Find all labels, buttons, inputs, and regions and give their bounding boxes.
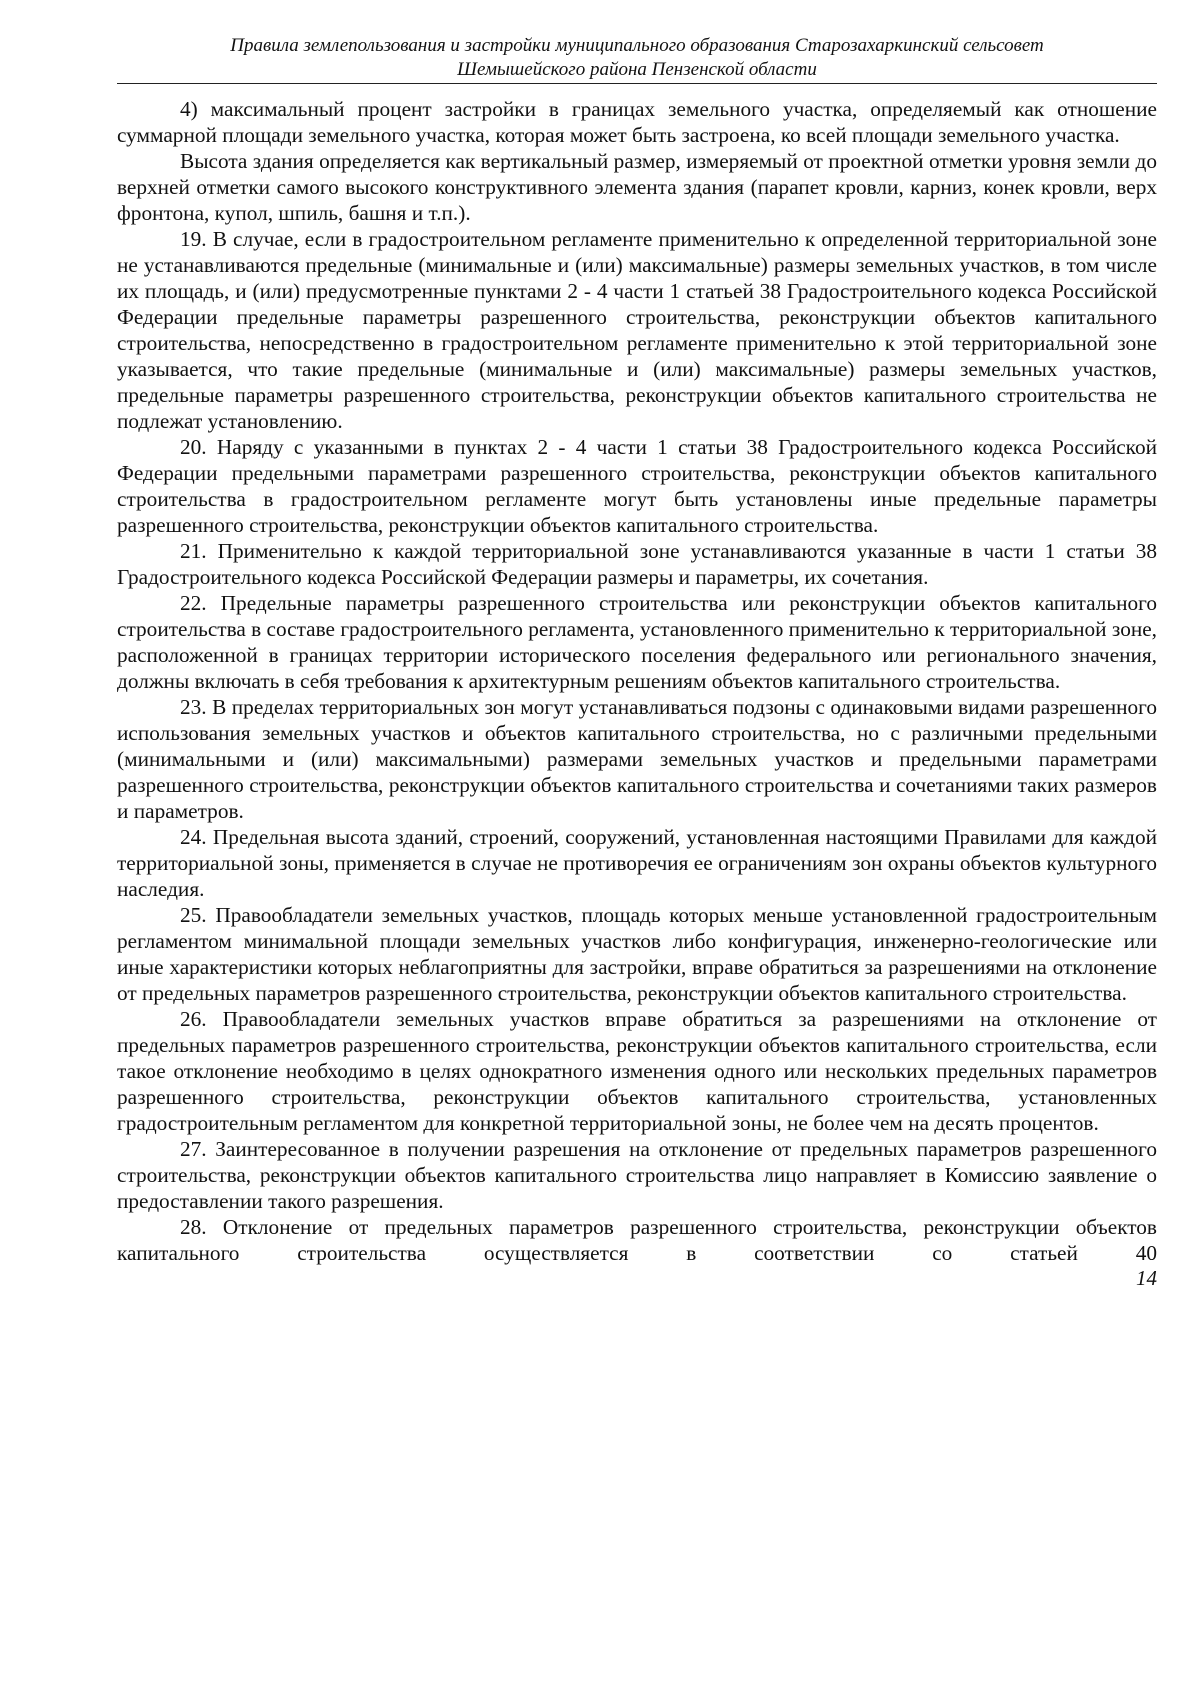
header-title-line-2: Шемышейского района Пензенской области bbox=[457, 59, 817, 80]
paragraph-23: 23. В пределах территориальных зон могут устанавливаться подзоны с одинаковыми видами разрешенного использования земельных участков и объектов капитального строительства, но с различными предельными (минимальными и (или) максимальными) размерами земельных участков и предельными параметрами разрешенного строительства, реконструкции объектов капитального строительства и сочетаниями таких размеров и параметров. bbox=[117, 695, 1157, 823]
paragraph-21: 21. Применительно к каждой территориальной зоне устанавливаются указанные в части 1 статьи 38 Градостроительного кодекса Российской Федерации размеры и параметры, их сочетания. bbox=[117, 539, 1157, 589]
page-number: 14 bbox=[1136, 1266, 1157, 1290]
running-header bbox=[117, 34, 1157, 84]
paragraph-28: 28. Отклонение от предельных параметров разрешенного строительства, реконструкции объектов капитального строительства осуществляется в соответствии со статьей 40 bbox=[117, 1215, 1157, 1265]
paragraph-25: 25. Правообладатели земельных участков, площадь которых меньше установленной градостроительным регламентом минимальной площади земельных участков либо конфигурация, инженерно-геологические или иные характеристики которых неблагоприятны для застройки, вправе обратиться за разрешениями на отклонение от предельных параметров разрешенного строительства, реконструкции объектов капитального строительства. bbox=[117, 903, 1157, 1005]
paragraph-22: 22. Предельные параметры разрешенного строительства или реконструкции объектов капитального строительства в составе градостроительного регламента, установленного применительно к территориальной зоне, расположенной в границах территории исторического поселения федерального или регионального значения, должны включать в себя требования к архитектурным решениям объектов капитального строительства. bbox=[117, 591, 1158, 693]
paragraph-20: 20. Наряду с указанными в пунктах 2 - 4 части 1 статьи 38 Градостроительного кодекса Российской Федерации предельными параметрами разрешенного строительства, реконструкции объектов капитального строительства в градостроительном регламенте могут быть установлены иные предельные параметры разрешенного строительства, реконструкции объектов капитального строительства. bbox=[117, 435, 1157, 537]
paragraph-27: 27. Заинтересованное в получении разрешения на отклонение от предельных параметров разрешенного строительства, реконструкции объектов капитального строительства лицо направляет в Комиссию заявление о предоставлении такого разрешения. bbox=[117, 1137, 1157, 1213]
document-body bbox=[117, 96, 1157, 1266]
paragraph-building-height: Высота здания определяется как вертикальный размер, измеряемый от проектной отметки уровня земли до верхней отметки самого высокого конструктивного элемента здания (парапет кровли, карниз, конек кровли, верх фронтона, купол, шпиль, башня и т.п.). bbox=[117, 149, 1157, 225]
header-title-line-1: Правила землепользования и застройки муниципального образования Старозахаркинский сельсовет bbox=[230, 35, 1044, 56]
paragraph-24: 24. Предельная высота зданий, строений, сооружений, установленная настоящими Правилами для каждой территориальной зоны, применяется в случае не противоречия ее ограничениям зон охраны объектов культурного наследия. bbox=[117, 825, 1157, 901]
paragraph-19: 19. В случае, если в градостроительном регламенте применительно к определенной территориальной зоне не устанавливаются предельные (минимальные и (или) максимальные) размеры земельных участков, в том числе их площадь, и (или) предусмотренные пунктами 2 - 4 части 1 статьей 38 Градостроительного кодекса Российской Федерации предельные параметры разрешенного строительства, реконструкции объектов капитального строительства, непосредственно в градостроительном регламенте применительно к этой территориальной зоне указывается, что такие предельные (минимальные и (или) максимальные) размеры земельных участков, предельные параметры разрешенного строительства, реконструкции объектов капитального строительства не подлежат установлению. bbox=[117, 227, 1157, 433]
paragraph-item-4: 4) максимальный процент застройки в границах земельного участка, определяемый как отношение суммарной площади земельного участка, которая может быть застроена, ко всей площади земельного участка. bbox=[117, 97, 1157, 147]
document-page bbox=[117, 34, 1157, 1290]
paragraph-26: 26. Правообладатели земельных участков вправе обратиться за разрешениями на отклонение от предельных параметров разрешенного строительства, реконструкции объектов капитального строительства, если такое отклонение необходимо в целях однократного изменения одного или нескольких предельных параметров разрешенного строительства, реконструкции объектов капитального строительства, установленных градостроительным регламентом для конкретной территориальной зоны, не более чем на десять процентов. bbox=[117, 1007, 1157, 1135]
